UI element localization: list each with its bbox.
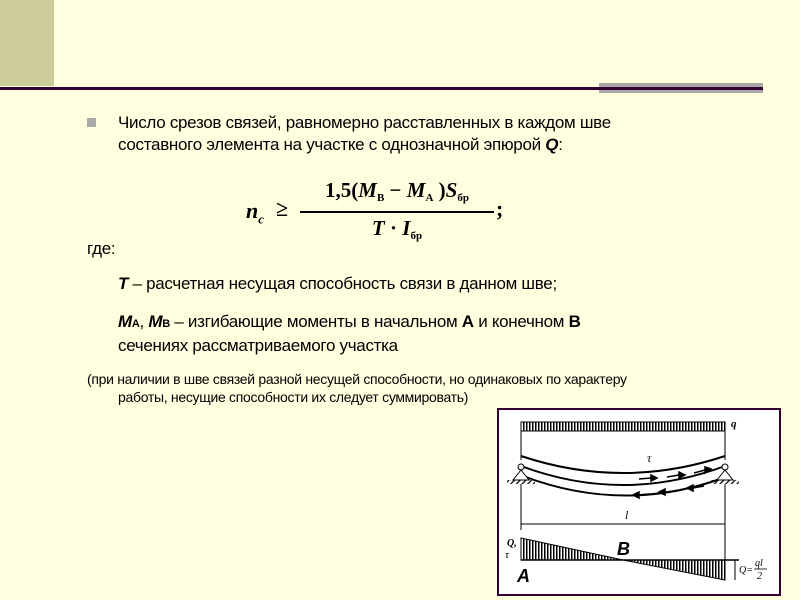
fraction-bar bbox=[300, 211, 494, 213]
formula-numerator bbox=[300, 178, 494, 204]
m-line-2: сечениях рассматриваемого участка bbox=[118, 336, 398, 355]
tau-axis-label: τ bbox=[505, 549, 509, 561]
point-a: А bbox=[461, 312, 474, 331]
bullet-line-2: составного элемента на участке с однозначной эпюрой bbox=[118, 135, 546, 154]
point-b-label: B bbox=[617, 539, 630, 559]
definition-m bbox=[118, 311, 738, 357]
t-symbol: T bbox=[371, 216, 385, 240]
definition-t bbox=[118, 273, 557, 295]
s-symbol: S bbox=[445, 178, 458, 202]
mb-symbol: M bbox=[148, 312, 163, 331]
q-formula-lhs: Q= bbox=[739, 565, 753, 576]
title-rule bbox=[0, 87, 763, 90]
mb-sub: B bbox=[376, 192, 385, 204]
note-line-1: (при наличии в шве связей разной несущей способности, но одинаковых по характеру bbox=[87, 371, 627, 387]
ma-sub: A bbox=[425, 192, 434, 204]
n-symbol: n bbox=[246, 198, 259, 223]
ma-symbol: M bbox=[406, 178, 426, 202]
q-axis-label: Q, bbox=[507, 538, 517, 549]
close-paren: ) bbox=[433, 178, 446, 202]
span-label: l bbox=[625, 508, 629, 522]
i-sub: бр bbox=[410, 230, 423, 242]
formula-denominator bbox=[300, 216, 494, 242]
formula-terminator: ; bbox=[496, 196, 504, 221]
note bbox=[87, 370, 747, 406]
q-formula-num: ql bbox=[755, 558, 763, 569]
tau-label: τ bbox=[647, 451, 652, 465]
n-subscript: c bbox=[258, 211, 265, 227]
ma-sub: A bbox=[131, 318, 140, 330]
formula bbox=[246, 178, 536, 248]
sep: , bbox=[139, 312, 149, 331]
minus: − bbox=[384, 178, 407, 202]
load-label: q bbox=[731, 418, 737, 430]
ma-symbol: M bbox=[118, 312, 132, 331]
point-a-label: A bbox=[517, 566, 530, 586]
coef: 1,5( bbox=[325, 178, 359, 202]
bullet-paragraph bbox=[118, 112, 758, 156]
note-line-2: работы, несущие способности их следует суммировать) bbox=[118, 389, 469, 405]
t-definition-text: – расчетная несущая способность связи в данном шве; bbox=[128, 274, 557, 293]
mb-sub: B bbox=[162, 318, 170, 330]
bullet-line-1: Число срезов связей, равномерно расставленных в каждом шве bbox=[118, 113, 611, 132]
m-text-2: и конечном bbox=[473, 312, 569, 331]
beam-diagram bbox=[497, 408, 781, 596]
i-symbol: I bbox=[402, 216, 411, 240]
where-label: где: bbox=[87, 239, 116, 258]
dot: · bbox=[384, 216, 403, 240]
m-text-1: – изгибающие моменты в начальном bbox=[169, 312, 462, 331]
formula-relation: ≥ bbox=[276, 196, 289, 221]
title-side-block bbox=[0, 0, 54, 86]
t-symbol: T bbox=[118, 274, 129, 293]
point-b: В bbox=[568, 312, 581, 331]
mb-symbol: M bbox=[358, 178, 377, 202]
bullet-icon bbox=[87, 118, 96, 127]
colon: : bbox=[558, 135, 563, 154]
beam-diagram-svg bbox=[499, 410, 779, 594]
q-formula-den: 2 bbox=[757, 571, 762, 582]
formula-lhs bbox=[246, 198, 264, 227]
s-sub: бр bbox=[457, 192, 469, 204]
q-symbol: Q bbox=[545, 135, 559, 154]
